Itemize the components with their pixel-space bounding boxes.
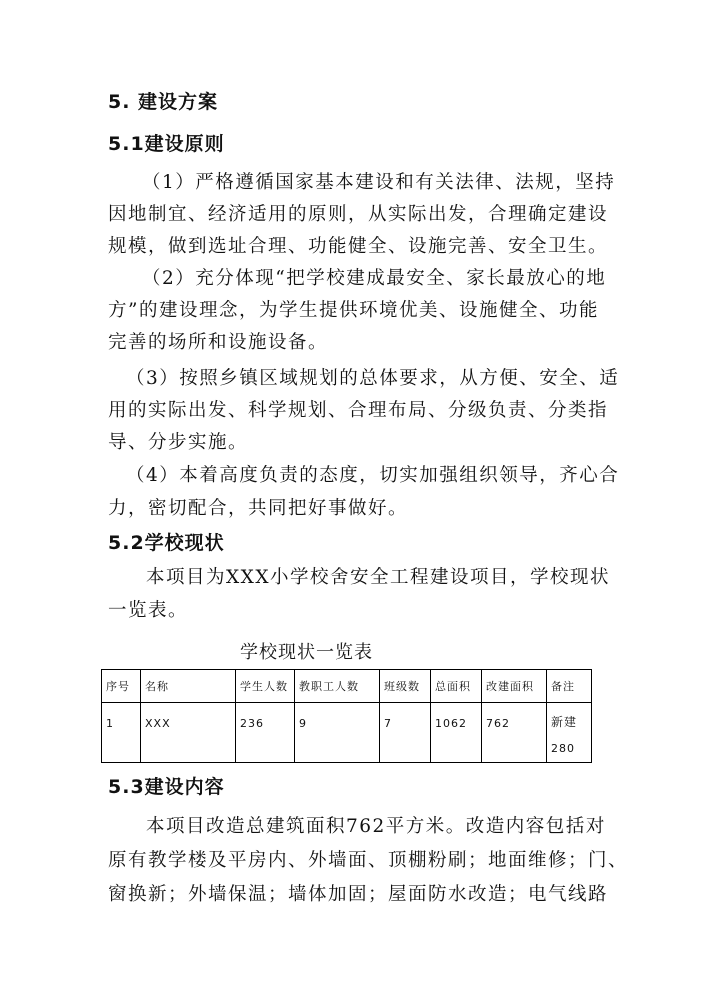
table-cell-note	[547, 703, 592, 763]
section-5-2-title: 5.2学校现状	[108, 532, 225, 554]
school-status-table	[101, 669, 592, 763]
table-cell: 236	[236, 703, 295, 763]
paragraph-line: 原有教学楼及平房内、外墙面、顶棚粉刷；地面维修；门、	[108, 850, 629, 871]
table-header-cell: 备注	[547, 670, 592, 703]
table-cell: 9	[295, 703, 380, 763]
table-cell: XXX	[141, 703, 236, 763]
table-caption: 学校现状一览表	[240, 642, 373, 663]
section-5-title: 5. 建设方案	[108, 91, 219, 113]
table-header-cell: 总面积	[431, 670, 482, 703]
table-row	[102, 703, 592, 763]
paragraph-line: 本项目改造总建筑面积762平方米。改造内容包括对	[146, 816, 606, 837]
table-header-cell: 序号	[102, 670, 141, 703]
table-cell: 1062	[431, 703, 482, 763]
paragraph-line: （3）按照乡镇区域规划的总体要求，从方便、安全、适	[126, 368, 620, 389]
section-5-1-title: 5.1建设原则	[108, 133, 225, 155]
paragraph-line: 导、分步实施。	[108, 432, 249, 453]
paragraph-line: （1）严格遵循国家基本建设和有关法律、法规，坚持	[142, 172, 616, 193]
paragraph-line: （4）本着高度负责的态度，切实加强组织领导，齐心合	[126, 465, 620, 486]
paragraph-line: 用的实际出发、科学规划、合理布局、分级负责、分类指	[108, 400, 609, 421]
paragraph-line: （2）充分体现“把学校建成最安全、家长最放心的地	[142, 268, 607, 289]
note-number: 280	[551, 742, 575, 755]
paragraph-line: 因地制宜、经济适用的原则，从实际出发，合理确定建设	[108, 204, 609, 225]
note-text: 新建	[551, 715, 578, 729]
section-5-3-title: 5.3建设内容	[108, 776, 225, 798]
table-cell: 1	[102, 703, 141, 763]
table-header-cell: 教职工人数	[295, 670, 380, 703]
table-header-cell: 名称	[141, 670, 236, 703]
paragraph-line: 方”的建设理念，为学生提供环境优美、设施健全、功能	[108, 300, 599, 321]
table-cell: 762	[482, 703, 547, 763]
table-header-cell: 学生人数	[236, 670, 295, 703]
paragraph-line: 本项目为XXX小学校舍安全工程建设项目，学校现状	[146, 567, 611, 588]
paragraph-line: 窗换新；外墙保温；墙体加固；屋面防水改造；电气线路	[108, 884, 609, 905]
table-header-cell: 改建面积	[482, 670, 547, 703]
paragraph-line: 规模，做到选址合理、功能健全、设施完善、安全卫生。	[108, 236, 609, 257]
table-header-cell: 班级数	[380, 670, 431, 703]
paragraph-line: 力，密切配合，共同把好事做好。	[108, 498, 409, 519]
table-cell: 7	[380, 703, 431, 763]
paragraph-line: 完善的场所和设施设备。	[108, 332, 329, 353]
paragraph-line: 一览表。	[108, 600, 189, 621]
table-header-row	[102, 670, 592, 703]
